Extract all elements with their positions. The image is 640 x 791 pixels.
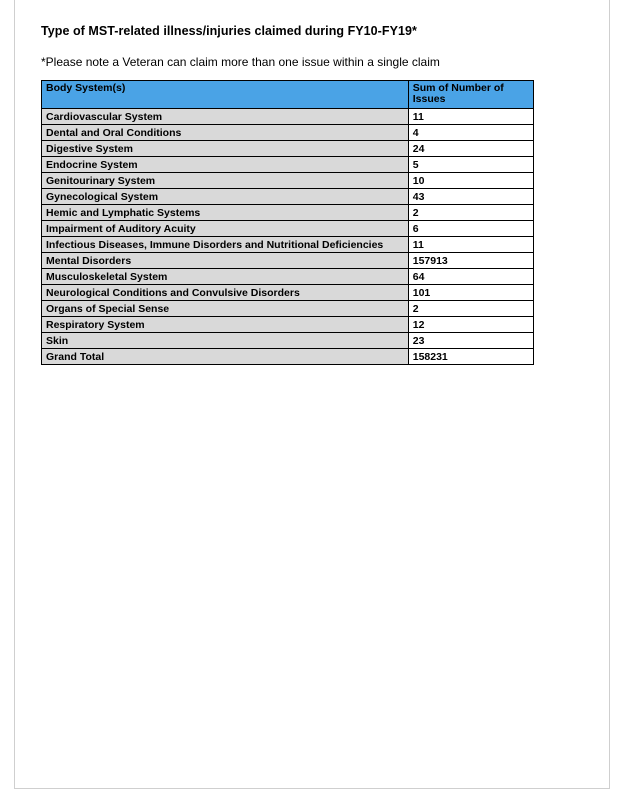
issue-count-cell: 11 <box>408 109 533 125</box>
body-system-cell: Mental Disorders <box>42 253 409 269</box>
table-row <box>42 173 534 189</box>
body-system-cell: Hemic and Lymphatic Systems <box>42 205 409 221</box>
table-row <box>42 269 534 285</box>
body-system-cell: Impairment of Auditory Acuity <box>42 221 409 237</box>
table-row <box>42 109 534 125</box>
body-system-cell: Musculoskeletal System <box>42 269 409 285</box>
body-system-cell: Digestive System <box>42 141 409 157</box>
issue-count-cell: 158231 <box>408 349 533 365</box>
issue-count-cell: 5 <box>408 157 533 173</box>
table-row <box>42 301 534 317</box>
issue-count-cell: 12 <box>408 317 533 333</box>
issue-count-cell: 6 <box>408 221 533 237</box>
document-note: *Please note a Veteran can claim more than one issue within a single claim <box>41 55 440 69</box>
issue-count-cell: 2 <box>408 205 533 221</box>
body-system-cell: Respiratory System <box>42 317 409 333</box>
body-system-cell: Organs of Special Sense <box>42 301 409 317</box>
table-row <box>42 189 534 205</box>
body-system-cell: Infectious Diseases, Immune Disorders and Nutritional Deficiencies <box>42 237 409 253</box>
table-row <box>42 333 534 349</box>
issue-count-cell: 23 <box>408 333 533 349</box>
table-row <box>42 221 534 237</box>
issue-count-cell: 157913 <box>408 253 533 269</box>
issue-count-cell: 10 <box>408 173 533 189</box>
issue-count-cell: 64 <box>408 269 533 285</box>
issue-count-cell: 11 <box>408 237 533 253</box>
body-system-cell: Grand Total <box>42 349 409 365</box>
header-sum-of-issues: Sum of Number of Issues <box>408 81 533 109</box>
body-system-cell: Gynecological System <box>42 189 409 205</box>
issues-table <box>41 80 534 365</box>
table-row <box>42 125 534 141</box>
header-body-system: Body System(s) <box>42 81 409 109</box>
grand-total-row <box>42 349 534 365</box>
table-row <box>42 205 534 221</box>
body-system-cell: Endocrine System <box>42 157 409 173</box>
table-row <box>42 317 534 333</box>
table-header-row <box>42 81 534 109</box>
body-system-cell: Dental and Oral Conditions <box>42 125 409 141</box>
issue-count-cell: 43 <box>408 189 533 205</box>
document-title: Type of MST-related illness/injuries claimed during FY10-FY19* <box>41 24 417 38</box>
issue-count-cell: 2 <box>408 301 533 317</box>
issue-count-cell: 101 <box>408 285 533 301</box>
body-system-cell: Skin <box>42 333 409 349</box>
table-row <box>42 157 534 173</box>
table-row <box>42 141 534 157</box>
issue-count-cell: 4 <box>408 125 533 141</box>
table-row <box>42 253 534 269</box>
body-system-cell: Genitourinary System <box>42 173 409 189</box>
issue-count-cell: 24 <box>408 141 533 157</box>
body-system-cell: Neurological Conditions and Convulsive Disorders <box>42 285 409 301</box>
table-body <box>42 109 534 365</box>
table-row <box>42 285 534 301</box>
body-system-cell: Cardiovascular System <box>42 109 409 125</box>
table-row <box>42 237 534 253</box>
